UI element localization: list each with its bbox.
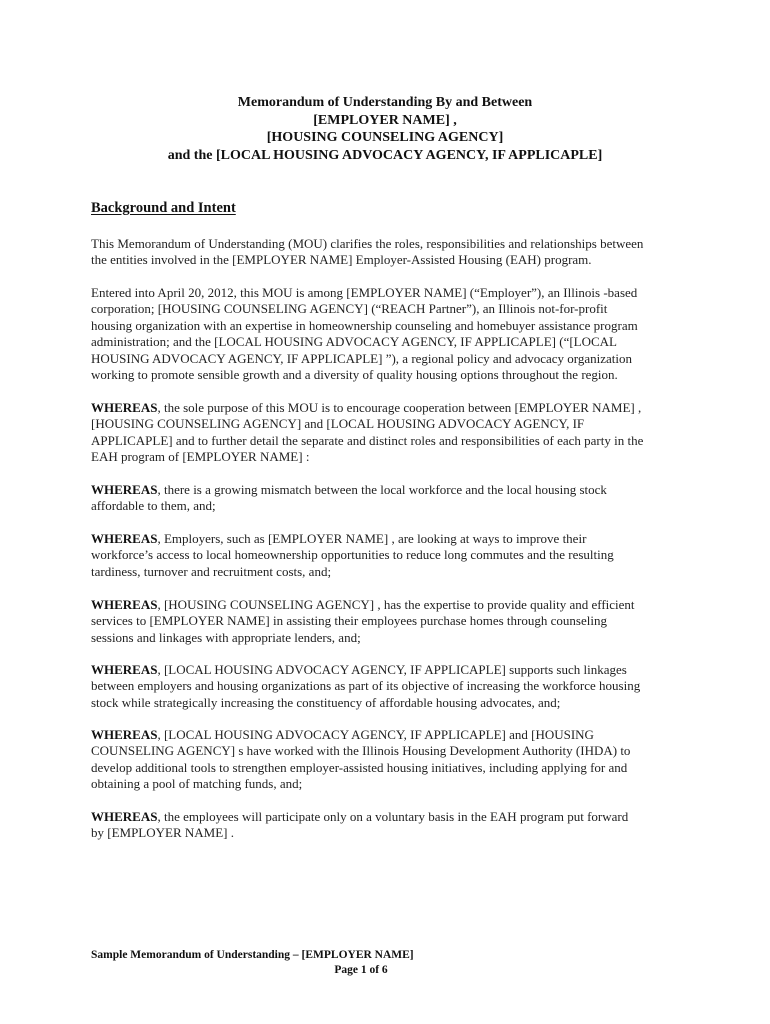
clause-text: , the employees will participate only on a voluntary basis in the EAH program put forward: [157, 809, 629, 824]
text-line: [91, 662, 691, 678]
text-line: EAH program of [EMPLOYER NAME] :: [91, 449, 310, 465]
whereas-label: WHEREAS: [91, 531, 158, 546]
text-line: [HOUSING COUNSELING AGENCY] and [LOCAL HOUSING ADVOCACY AGENCY, IF: [91, 416, 585, 432]
text-line: sessions and linkages with appropriate lenders, and;: [91, 629, 361, 645]
whereas-label: WHEREAS: [91, 597, 158, 612]
text-line: services to [EMPLOYER NAME] in assisting their employees purchase homes through counseling: [91, 613, 607, 629]
whereas-clause: [91, 400, 691, 466]
clause-text: , [HOUSING COUNSELING AGENCY] , has the expertise to provide quality and efficient: [157, 597, 635, 612]
text-line: Entered into April 20, 2012, this MOU is among [EMPLOYER NAME] (“Employer”), an Illinois -based: [91, 285, 638, 300]
clause-text: , Employers, such as [EMPLOYER NAME] , are looking at ways to improve their: [157, 531, 587, 546]
text-line: [91, 400, 691, 416]
text-line: [91, 727, 691, 743]
clause-text: , [LOCAL HOUSING ADVOCACY AGENCY, IF APPLICAPLE] supports such linkages: [157, 662, 627, 677]
whereas-label: WHEREAS: [91, 400, 158, 415]
text-line: working to promote sensible growth and a diversity of quality housing options throughout the region.: [91, 367, 618, 383]
text-line: corporation; [HOUSING COUNSELING AGENCY] (“REACH Partner”), an Illinois not-for-profit: [91, 301, 608, 317]
title-line: and the [LOCAL HOUSING ADVOCACY AGENCY, IF APPLICAPLE]: [167, 147, 603, 163]
text-line: workforce’s access to local homeownership opportunities to reduce long commutes and the resulting: [91, 547, 614, 563]
parties-paragraph: [91, 285, 691, 383]
text-line: develop additional tools to strengthen employer-assisted housing initiatives, including applying for and: [91, 759, 628, 775]
text-line: the entities involved in the [EMPLOYER NAME] Employer-Assisted Housing (EAH) program.: [91, 252, 592, 268]
whereas-clause: [91, 531, 691, 580]
text-line: COUNSELING AGENCY] s have worked with the Illinois Housing Development Authority (IHDA) to: [91, 743, 631, 759]
text-line: [91, 482, 691, 498]
text-line: administration; and the [LOCAL HOUSING ADVOCACY AGENCY, IF APPLICAPLE] (“[LOCAL: [91, 334, 617, 350]
whereas-label: WHEREAS: [91, 727, 158, 742]
text-line: obtaining a pool of matching funds, and;: [91, 776, 303, 792]
text-line: This Memorandum of Understanding (MOU) clarifies the roles, responsibilities and relationships between: [91, 236, 644, 251]
title-line: [HOUSING COUNSELING AGENCY]: [266, 130, 504, 145]
text-line: [91, 531, 691, 547]
intro-paragraph: [91, 236, 691, 269]
clause-text: , the sole purpose of this MOU is to encourage cooperation between [EMPLOYER NAME] ,: [157, 400, 642, 415]
text-line: [91, 597, 691, 613]
whereas-clause: [91, 662, 691, 711]
text-line: stock while strategically increasing the constituency of affordable housing advocates, and;: [91, 694, 561, 710]
text-line: by [EMPLOYER NAME] .: [91, 825, 234, 841]
clause-text: , [LOCAL HOUSING ADVOCACY AGENCY, IF APPLICAPLE] and [HOUSING: [157, 727, 594, 742]
whereas-clause: [91, 809, 691, 842]
whereas-clause: [91, 597, 691, 646]
text-line: housing organization with an expertise in homeownership counseling and homebuyer assistance program: [91, 317, 638, 333]
title-line: Memorandum of Understanding By and Between: [237, 95, 533, 110]
text-line: between employers and housing organizations as part of its objective of increasing the workforce housing: [91, 678, 641, 694]
text-line: APPLICAPLE] and to further detail the separate and distinct roles and responsibilities of each party in the: [91, 432, 644, 448]
text-line: [91, 809, 691, 825]
whereas-label: WHEREAS: [91, 662, 158, 677]
title-line: [EMPLOYER NAME] ,: [313, 112, 457, 128]
section-heading-background: Background and Intent: [91, 200, 236, 216]
whereas-label: WHEREAS: [91, 809, 158, 824]
text-line: tardiness, turnover and recruitment costs, and;: [91, 563, 332, 579]
footer-title: Sample Memorandum of Understanding – [EMPLOYER NAME]: [91, 949, 414, 961]
text-line: affordable to them, and;: [91, 498, 216, 514]
whereas-label: WHEREAS: [91, 482, 158, 497]
whereas-clause: [91, 727, 691, 793]
text-line: HOUSING ADVOCACY AGENCY, IF APPLICAPLE] ”), a regional policy and advocacy organization: [91, 350, 632, 366]
page-number: Page 1 of 6: [334, 964, 388, 976]
clause-text: , there is a growing mismatch between the local workforce and the local housing stock: [157, 482, 607, 497]
document-title: [0, 94, 770, 164]
whereas-clause: [91, 482, 691, 515]
